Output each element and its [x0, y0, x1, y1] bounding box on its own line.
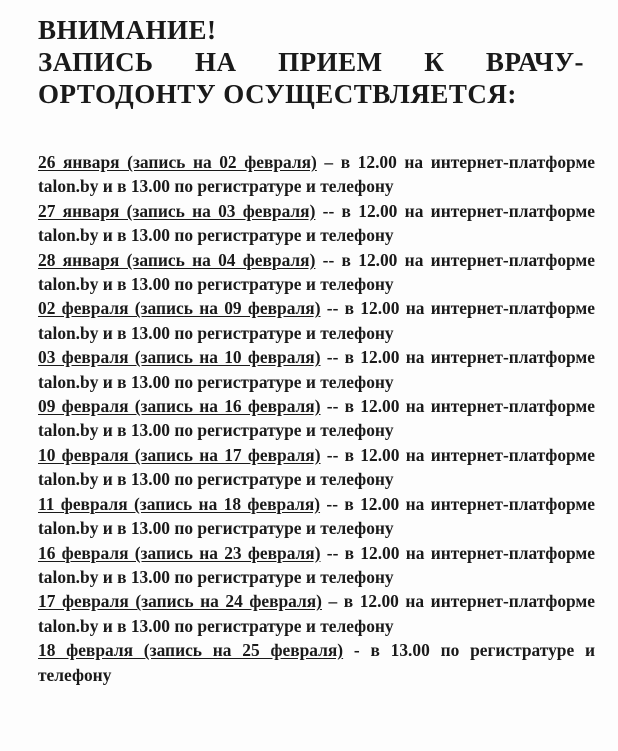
entry-text: -- в 12.00 на интернет-платформе talon.by и в 13.00 по регистратуре и телефону: [38, 444, 595, 490]
schedule-entry: [38, 150, 595, 199]
entry-text: -- в 12.00 на интернет-платформе talon.by и в 13.00 по регистратуре и телефону: [38, 298, 595, 343]
entry-date: 17 февраля (запись на 24 февраля): [38, 591, 322, 612]
entry-text: -- в 12.00 на интернет-платформе talon.by и в 13.00 по регистратуре и телефону: [38, 493, 595, 539]
entry-date: 09 февраля (запись на 16 февраля): [38, 396, 321, 417]
entry-text: -- в 12.00 на интернет-платформе talon.by и в 13.00 по регистратуре и телефону: [38, 200, 595, 246]
entry-date: 02 февраля (запись на 09 февраля): [38, 298, 321, 319]
schedule-entry: [38, 589, 595, 638]
header-attention: ВНИМАНИЕ!: [38, 15, 217, 45]
entry-text: -- в 12.00 на интернет-платформе talon.by и в 13.00 по регистратуре и телефону: [38, 347, 595, 392]
entry-date: 11 февраля (запись на 18 февраля): [38, 493, 321, 514]
entry-date: 10 февраля (запись на 17 февраля): [38, 444, 321, 465]
entry-text: – в 12.00 на интернет-платформе talon.by и в 13.00 по регистратуре и телефону: [38, 591, 595, 636]
entry-text: -- в 12.00 на интернет-платформе talon.by и в 13.00 по регистратуре и телефону: [38, 249, 595, 295]
schedule-list: [38, 150, 595, 687]
entry-date: 03 февраля (запись на 10 февраля): [38, 347, 321, 368]
schedule-entry: [38, 541, 595, 590]
schedule-entry: [38, 296, 595, 345]
schedule-entry: [38, 199, 595, 248]
schedule-entry: [38, 248, 595, 297]
entry-date: 28 января (запись на 04 февраля): [38, 249, 316, 270]
schedule-entry: [38, 492, 595, 541]
entry-text: – в 12.00 на интернет-платформе talon.by и в 13.00 по регистратуре и телефону: [38, 152, 596, 197]
entry-text: -- в 12.00 на интернет-платформе talon.by и в 13.00 по регистратуре и телефону: [38, 396, 595, 441]
entry-date: 26 января (запись на 02 февраля): [38, 152, 317, 172]
header-line-3: ОРТОДОНТУ ОСУЩЕСТВЛЯЕТСЯ:: [38, 79, 517, 109]
schedule-entry: [38, 345, 595, 394]
schedule-entry: [38, 443, 595, 492]
entry-date: 16 февраля (запись на 23 февраля): [38, 542, 321, 563]
header-line-2: ЗАПИСЬ НА ПРИЕМ К ВРАЧУ-: [38, 47, 584, 77]
schedule-entry: [38, 394, 595, 443]
schedule-entry: [38, 638, 595, 687]
notice-header: [38, 14, 584, 110]
entry-date: 18 февраля (запись на 25 февраля): [38, 640, 344, 661]
entry-text: - в 13.00 по регистратуре и телефону: [38, 640, 595, 685]
entry-date: 27 января (запись на 03 февраля): [38, 200, 316, 221]
entry-text: -- в 12.00 на интернет-платформе talon.by и в 13.00 по регистратуре и телефону: [38, 542, 595, 587]
